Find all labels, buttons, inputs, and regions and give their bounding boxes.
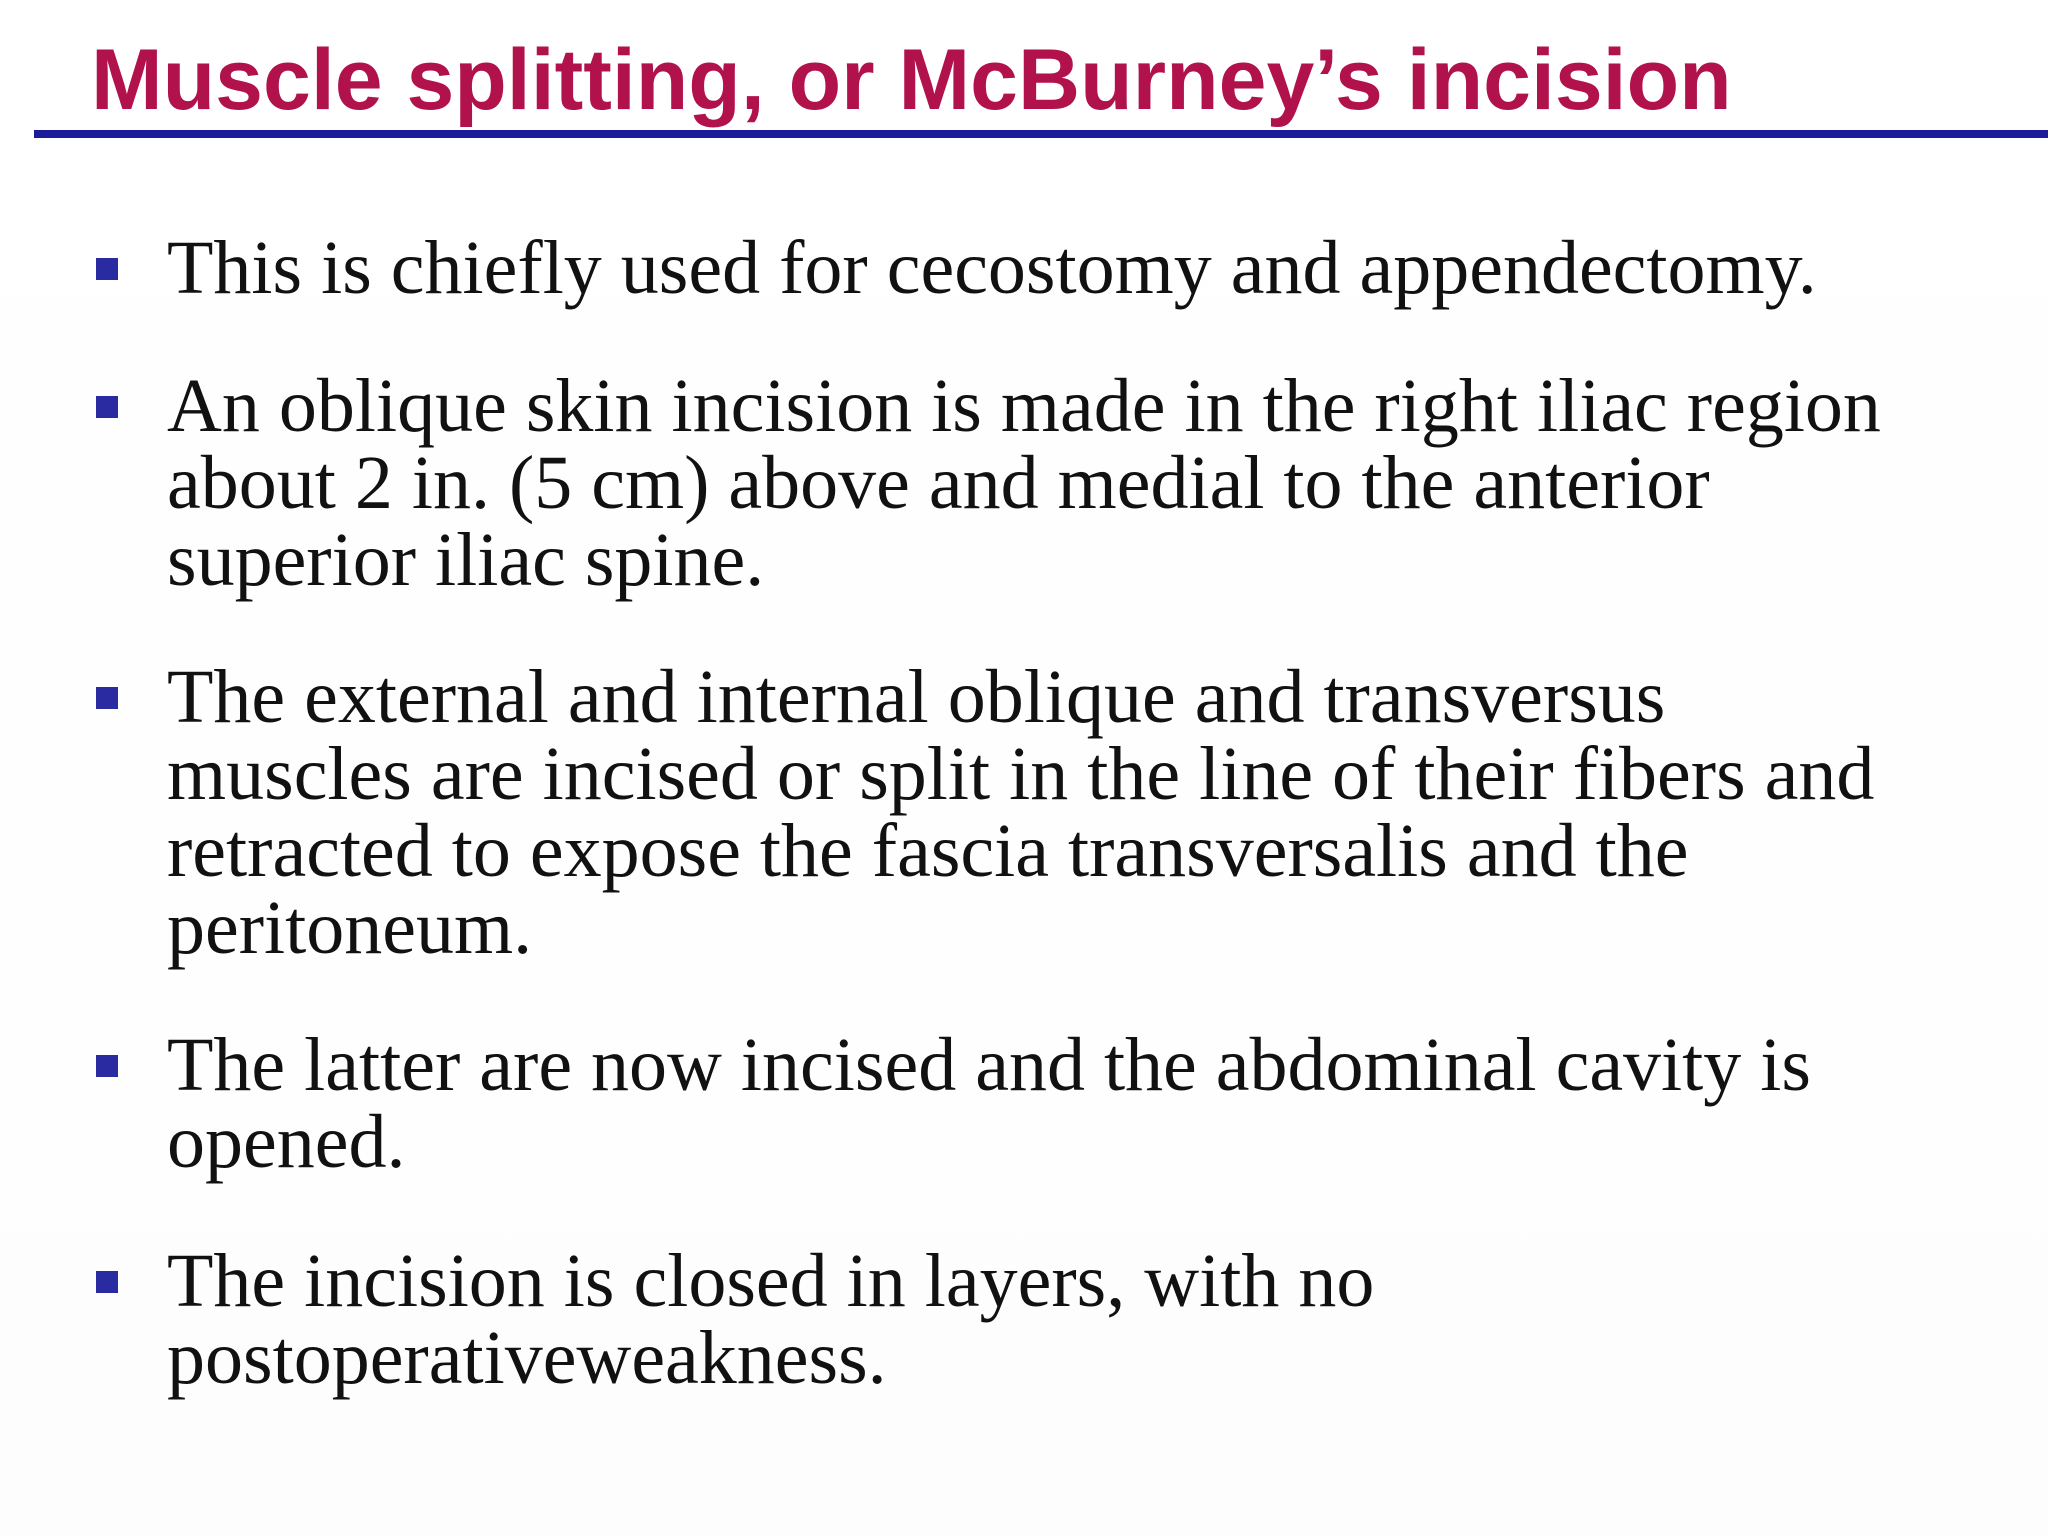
square-bullet-icon [96, 1271, 118, 1293]
bullet-text: This is chiefly used for cecostomy and appendectomy. [167, 226, 1817, 310]
square-bullet-icon [96, 396, 118, 418]
square-bullet-icon [96, 1055, 118, 1077]
bullet-text: The external and internal oblique and transversus muscles are incised or split in the line of their fibers and retracted to expose the fascia transversalis and the peritoneum. [167, 655, 1875, 970]
bullet-text: The incision is closed in layers, with no postoperativeweakness. [167, 1239, 1375, 1400]
square-bullet-icon [96, 687, 118, 709]
bullet-text: An oblique skin incision is made in the right iliac region about 2 in. (5 cm) above and medial to the anterior superior iliac spine. [167, 364, 1881, 602]
slide-title: Muscle splitting, or McBurney’s incision [91, 32, 1732, 128]
bullet-text: The latter are now incised and the abdominal cavity is opened. [167, 1023, 1811, 1184]
title-underline [34, 130, 2048, 138]
square-bullet-icon [96, 258, 118, 280]
